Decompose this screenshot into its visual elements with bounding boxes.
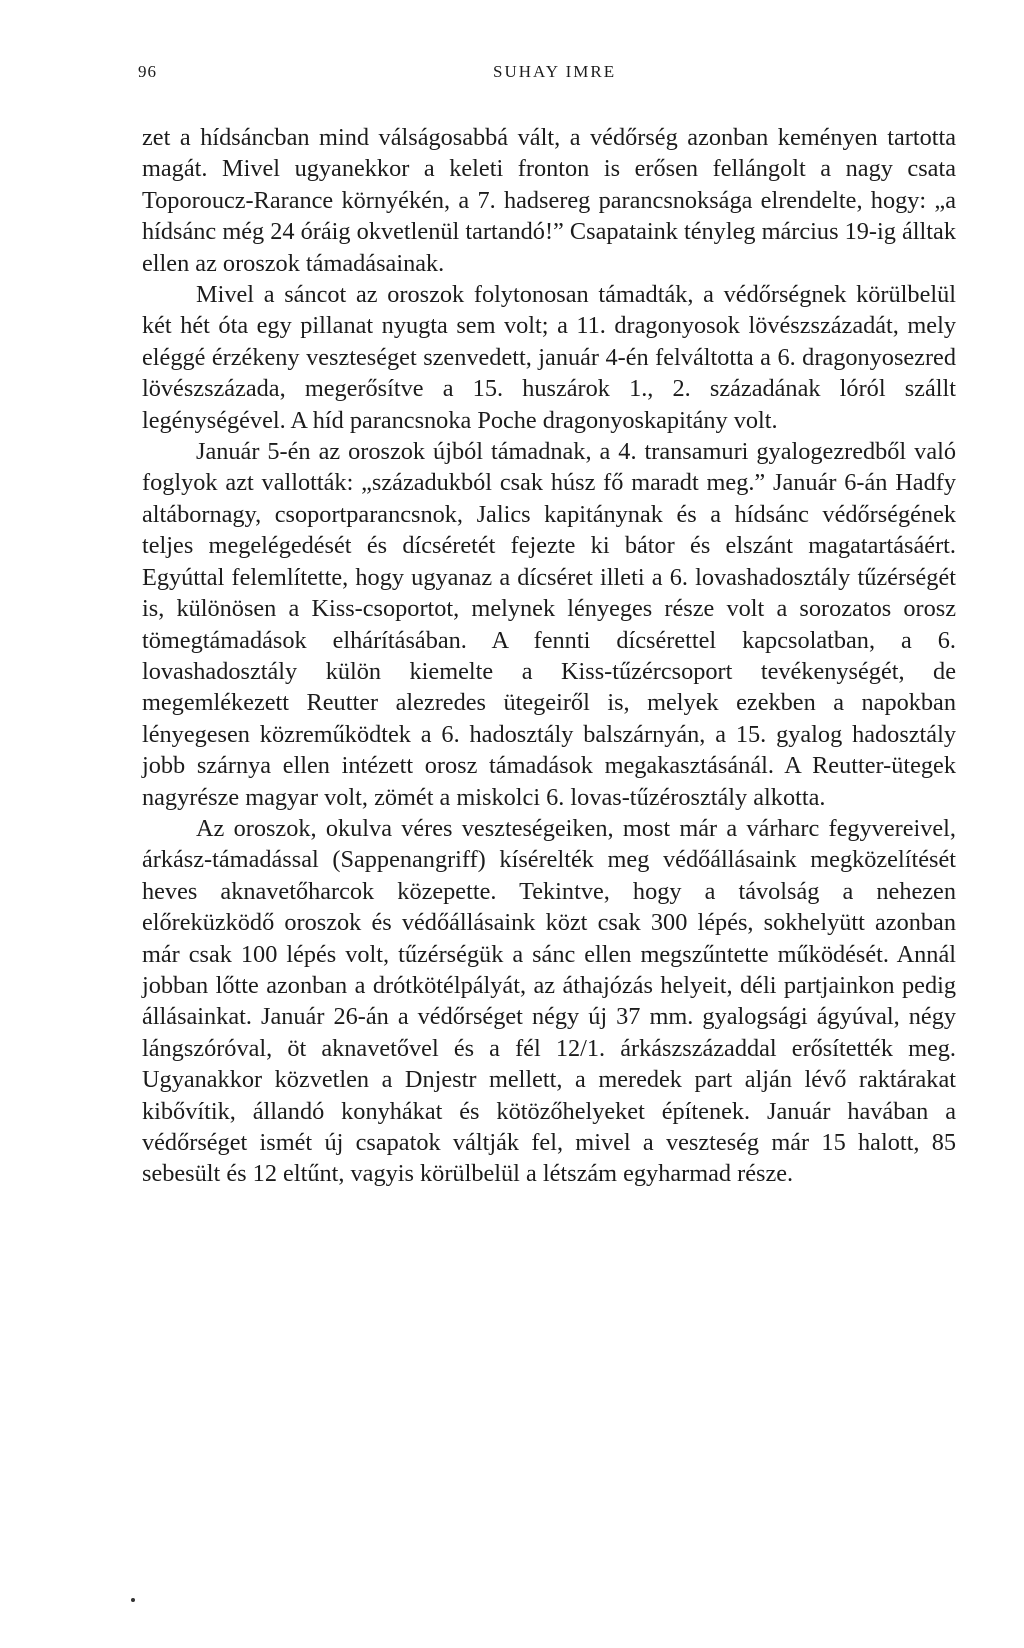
paragraph: zet a hídsáncban mind válságosabbá vált, a védőrség azonban keményen tartotta magát. Mivel ugyanekkor a keleti fronton is erősen fellángolt a nagy csata Toporoucz-Rarance környékén, a 7. hadsereg parancsnoksága elrendelte, hogy: „a hídsánc még 24 óráig okvetlenül tartandó!” Csapataink tényleg március 19-ig álltak ellen az oroszok támadásainak.: [142, 124, 956, 277]
scan-speck: [131, 1598, 135, 1602]
page-header: [138, 62, 958, 86]
paragraph: Mivel a sáncot az oroszok folytonosan támadták, a védőrségnek körülbelül két hét óta egy pillanat nyugta sem volt; a 11. dragonyosok lövészszázadát, mely eléggé érzékeny veszteséget szenvedett, január 4-én felváltotta a 6. dragonyosezred lövészszázada, megerősítve a 15. huszárok 1., 2. századának lóról szállt legénységével. A híd parancsnoka Poche dragonyoskapitány volt.: [142, 281, 956, 434]
paragraph: Január 5-én az oroszok újból támadnak, a 4. transamuri gyalogezredből való foglyok azt vallották: „századukból csak húsz fő maradt meg.” Január 6-án Hadfy altábornagy, csoportparancsnok, Jalics kapitánynak és a hídsánc védőrségének teljes megelégedését és dícséretét fejezte ki bátor és elszánt magatartásáért. Egyúttal felemlítette, hogy ugyanaz a dícséret illeti a 6. lovashadosztály tűzérségét is, különösen a Kiss-csoportot, melynek lényeges része volt a sorozatos orosz tömegtámadások elhárításában. A fennti dícsérettel kapcsolatban, a 6. lovashadosztály külön kiemelte a Kiss-tűzércsoport tevékenységét, de megemlékezett Reutter alezredes ütegeiről is, melyek ezekben a napokban lényegesen közreműködtek a 6. hadosztály balszárnyán, a 15. gyalog hadosztály jobb szárnya ellen intézett orosz támadások megakasztásánál. A Reutter-ütegek nagyrésze magyar volt, zömét a miskolci 6. lovas-tűzérosztály alkotta.: [142, 438, 956, 811]
paragraph: Az oroszok, okulva véres veszteségeiken, most már a várharc fegyvereivel, árkász-támadással (Sappenangriff) kísérelték meg védőállásaink megközelítését heves aknavetőharcok közepette. Tekintve, hogy a távolság a nehezen előreküzködő oroszok és védőállásaink közt csak 300 lépés, sokhelyütt azonban már csak 100 lépés volt, tűzérségük a sánc ellen megszűntette működését. Annál jobban lőtte azonban a drótkötélpályát, az áthajózás helyeit, déli partjainkon pedig állásainkat. Január 26-án a védőrséget négy új 37 mm. gyalogsági ágyúval, négy lángszóróval, öt aknavetővel és a fél 12/1. árkászszázaddal erősítették meg. Ugyanakkor közvetlen a Dnjestr mellett, a meredek part alján lévő raktárakat kibővítik, állandó konyhákat és kötözőhelyeket építenek. Január havában a védőrséget ismét új csapatok váltják fel, mivel a veszteség már 15 halott, 85 sebesült és 12 eltűnt, vagyis körülbelül a létszám egyharmad része.: [142, 814, 956, 1188]
page-number: 96: [138, 62, 157, 81]
body-text: [142, 122, 956, 1190]
running-head: SUHAY IMRE: [493, 62, 617, 81]
